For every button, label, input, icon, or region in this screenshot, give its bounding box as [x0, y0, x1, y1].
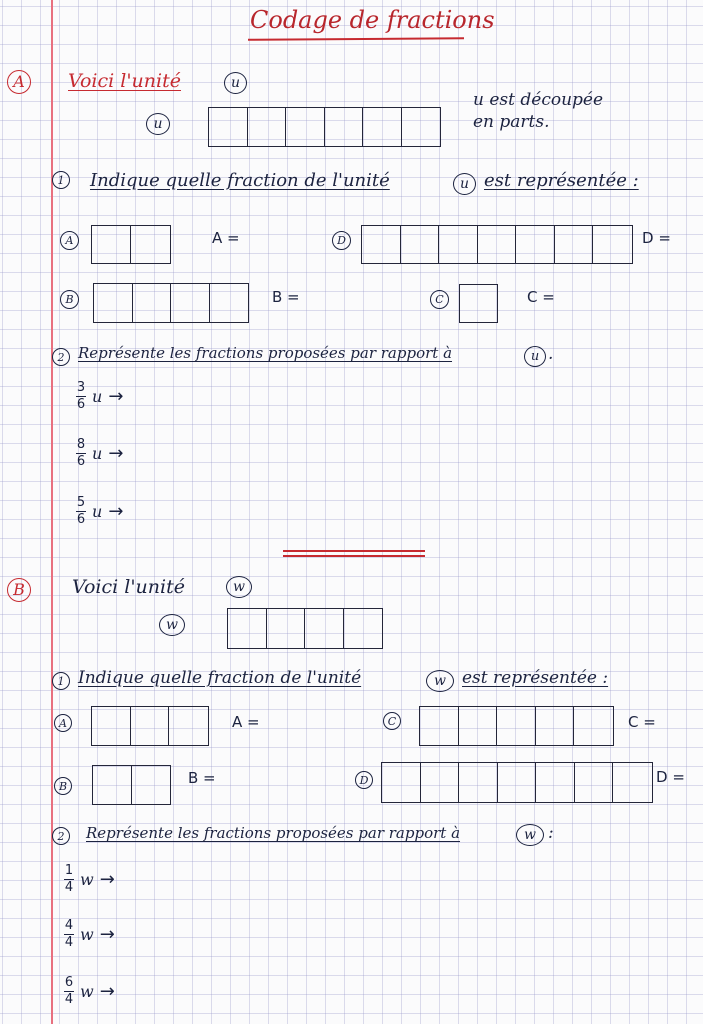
strip-cell: [459, 707, 498, 745]
fraction-unit: w: [80, 924, 94, 944]
fraction-denominator: 4: [64, 935, 74, 951]
strip-cell: [516, 226, 555, 263]
page-title: Codage de fractions: [250, 6, 495, 34]
section-separator-top: [283, 550, 425, 552]
strip-cell: [536, 707, 575, 745]
section-b-intro: Voici l'unité: [72, 576, 185, 598]
strip-cell: [171, 284, 210, 322]
strip-cell: [210, 284, 249, 322]
arrow-icon: →: [99, 980, 115, 1002]
strip-cell: [497, 707, 536, 745]
strip-cell: [305, 609, 344, 648]
b-fig-a-label: A: [54, 714, 72, 732]
arrow-icon: →: [99, 868, 115, 890]
unit-u-label: u: [146, 113, 170, 135]
a-q2-end: .: [548, 344, 554, 364]
b-q2-end: :: [548, 823, 554, 843]
b-fig-b-label: B: [54, 777, 72, 795]
margin-line: [51, 0, 53, 1024]
strip-cell: [439, 226, 478, 263]
strip-cell: [94, 284, 133, 322]
a-fig-d-strip: [361, 225, 633, 264]
strip-cell: [382, 763, 421, 802]
a-fig-b-label: B: [60, 290, 79, 309]
b-fig-b-eq: B =: [188, 769, 216, 787]
fraction-numerator: 1: [64, 863, 74, 878]
a-q2-text: Représente les fractions proposées par rapport à: [78, 344, 453, 362]
unit-u-strip: [208, 107, 441, 147]
arrow-icon: →: [108, 500, 124, 522]
strip-cell: [574, 707, 613, 745]
fraction-numerator: 3: [76, 380, 86, 395]
fraction-numerator: 6: [64, 975, 74, 990]
strip-cell: [460, 285, 497, 322]
fraction-unit: w: [80, 869, 94, 889]
fraction-denominator: 4: [64, 992, 74, 1008]
section-a-badge: A: [7, 70, 31, 94]
strip-cell: [593, 226, 632, 263]
b-fraction-3: [64, 976, 115, 1007]
a-fig-d-eq: D =: [642, 229, 671, 247]
unit-note-line2: en parts.: [473, 112, 550, 132]
strip-cell: [133, 284, 172, 322]
strip-cell: [131, 226, 170, 263]
a-q1-text-part1: Indique quelle fraction de l'unité: [90, 170, 390, 191]
strip-cell: [132, 766, 171, 804]
a-fraction-1: [76, 381, 123, 412]
b-fig-d-eq: D =: [656, 768, 685, 786]
strip-cell: [478, 226, 517, 263]
fraction-denominator: 6: [76, 397, 86, 413]
a-fraction-3: [76, 496, 123, 527]
strip-cell: [555, 226, 594, 263]
fraction-unit: u: [92, 501, 103, 521]
arrow-icon: →: [99, 923, 115, 945]
fraction-denominator: 6: [76, 454, 86, 470]
b-q1-text-part1: Indique quelle fraction de l'unité: [78, 668, 362, 688]
strip-cell: [248, 108, 287, 146]
section-a-intro: Voici l'unité: [68, 70, 181, 92]
strip-cell: [363, 108, 402, 146]
a-fig-c-label: C: [430, 290, 449, 309]
b-fig-c-strip: [419, 706, 614, 746]
title-underline: [248, 37, 464, 41]
a-q1-unit: u: [453, 173, 476, 195]
a-fig-c-eq: C =: [527, 288, 555, 306]
strip-cell: [613, 763, 652, 802]
fraction-unit: w: [80, 981, 94, 1001]
arrow-icon: →: [108, 385, 124, 407]
b-q1-unit: w: [426, 670, 454, 692]
a-fig-c-strip: [459, 284, 498, 323]
fraction-unit: u: [92, 386, 103, 406]
b-fig-c-eq: C =: [628, 713, 656, 731]
strip-cell: [498, 763, 537, 802]
a-fig-a-label: A: [60, 231, 79, 250]
a-q1-number: 1: [52, 171, 70, 189]
strip-cell: [228, 609, 267, 648]
strip-cell: [402, 108, 441, 146]
b-fig-a-eq: A =: [232, 713, 260, 731]
fraction-denominator: 6: [76, 512, 86, 528]
a-fig-b-strip: [93, 283, 249, 323]
b-fraction-1: [64, 864, 115, 895]
strip-cell: [421, 763, 460, 802]
b-q2-unit: w: [516, 824, 544, 846]
strip-cell: [209, 108, 248, 146]
a-fig-a-strip: [91, 225, 171, 264]
a-q2-number: 2: [52, 348, 70, 366]
strip-cell: [131, 707, 170, 745]
fraction-value: [76, 381, 86, 412]
strip-cell: [401, 226, 440, 263]
fraction-denominator: 4: [64, 880, 74, 896]
b-fig-d-strip: [381, 762, 653, 803]
strip-cell: [267, 609, 306, 648]
strip-cell: [420, 707, 459, 745]
b-q2-number: 2: [52, 827, 70, 845]
a-fig-a-eq: A =: [212, 229, 240, 247]
b-q1-text-part2: est représentée :: [462, 668, 609, 688]
fraction-value: [64, 864, 74, 895]
b-q2-text: Représente les fractions proposées par rapport à: [86, 824, 461, 842]
strip-cell: [92, 707, 131, 745]
section-separator-bottom: [283, 555, 425, 557]
strip-cell: [93, 766, 132, 804]
fraction-value: [64, 976, 74, 1007]
section-a-unit-symbol: u: [224, 72, 247, 94]
unit-w-label: w: [159, 614, 185, 636]
a-q1-text: [90, 170, 390, 191]
a-q2-unit: u: [524, 346, 546, 367]
section-b-unit-symbol: w: [226, 576, 252, 598]
a-fraction-2: [76, 438, 123, 469]
fraction-value: [76, 438, 86, 469]
fraction-value: [64, 919, 74, 950]
unit-w-strip: [227, 608, 383, 649]
strip-cell: [344, 609, 383, 648]
unit-note-line1: u est découpée: [473, 90, 604, 110]
a-fig-d-label: D: [332, 231, 351, 250]
arrow-icon: →: [108, 442, 124, 464]
fraction-numerator: 8: [76, 437, 86, 452]
fraction-numerator: 5: [76, 495, 86, 510]
strip-cell: [325, 108, 364, 146]
b-fig-c-label: C: [383, 712, 401, 730]
strip-cell: [92, 226, 131, 263]
fraction-unit: u: [92, 443, 103, 463]
fraction-value: [76, 496, 86, 527]
b-fig-a-strip: [91, 706, 209, 746]
a-fig-b-eq: B =: [272, 288, 300, 306]
strip-cell: [459, 763, 498, 802]
fraction-numerator: 4: [64, 918, 74, 933]
b-fig-b-strip: [92, 765, 171, 805]
strip-cell: [575, 763, 614, 802]
section-b-badge: B: [7, 578, 31, 602]
strip-cell: [536, 763, 575, 802]
b-q1-number: 1: [52, 672, 70, 690]
strip-cell: [286, 108, 325, 146]
b-fig-d-label: D: [355, 771, 373, 789]
strip-cell: [169, 707, 208, 745]
a-q1-text-part2: est représentée :: [484, 170, 639, 191]
strip-cell: [362, 226, 401, 263]
b-fraction-2: [64, 919, 115, 950]
